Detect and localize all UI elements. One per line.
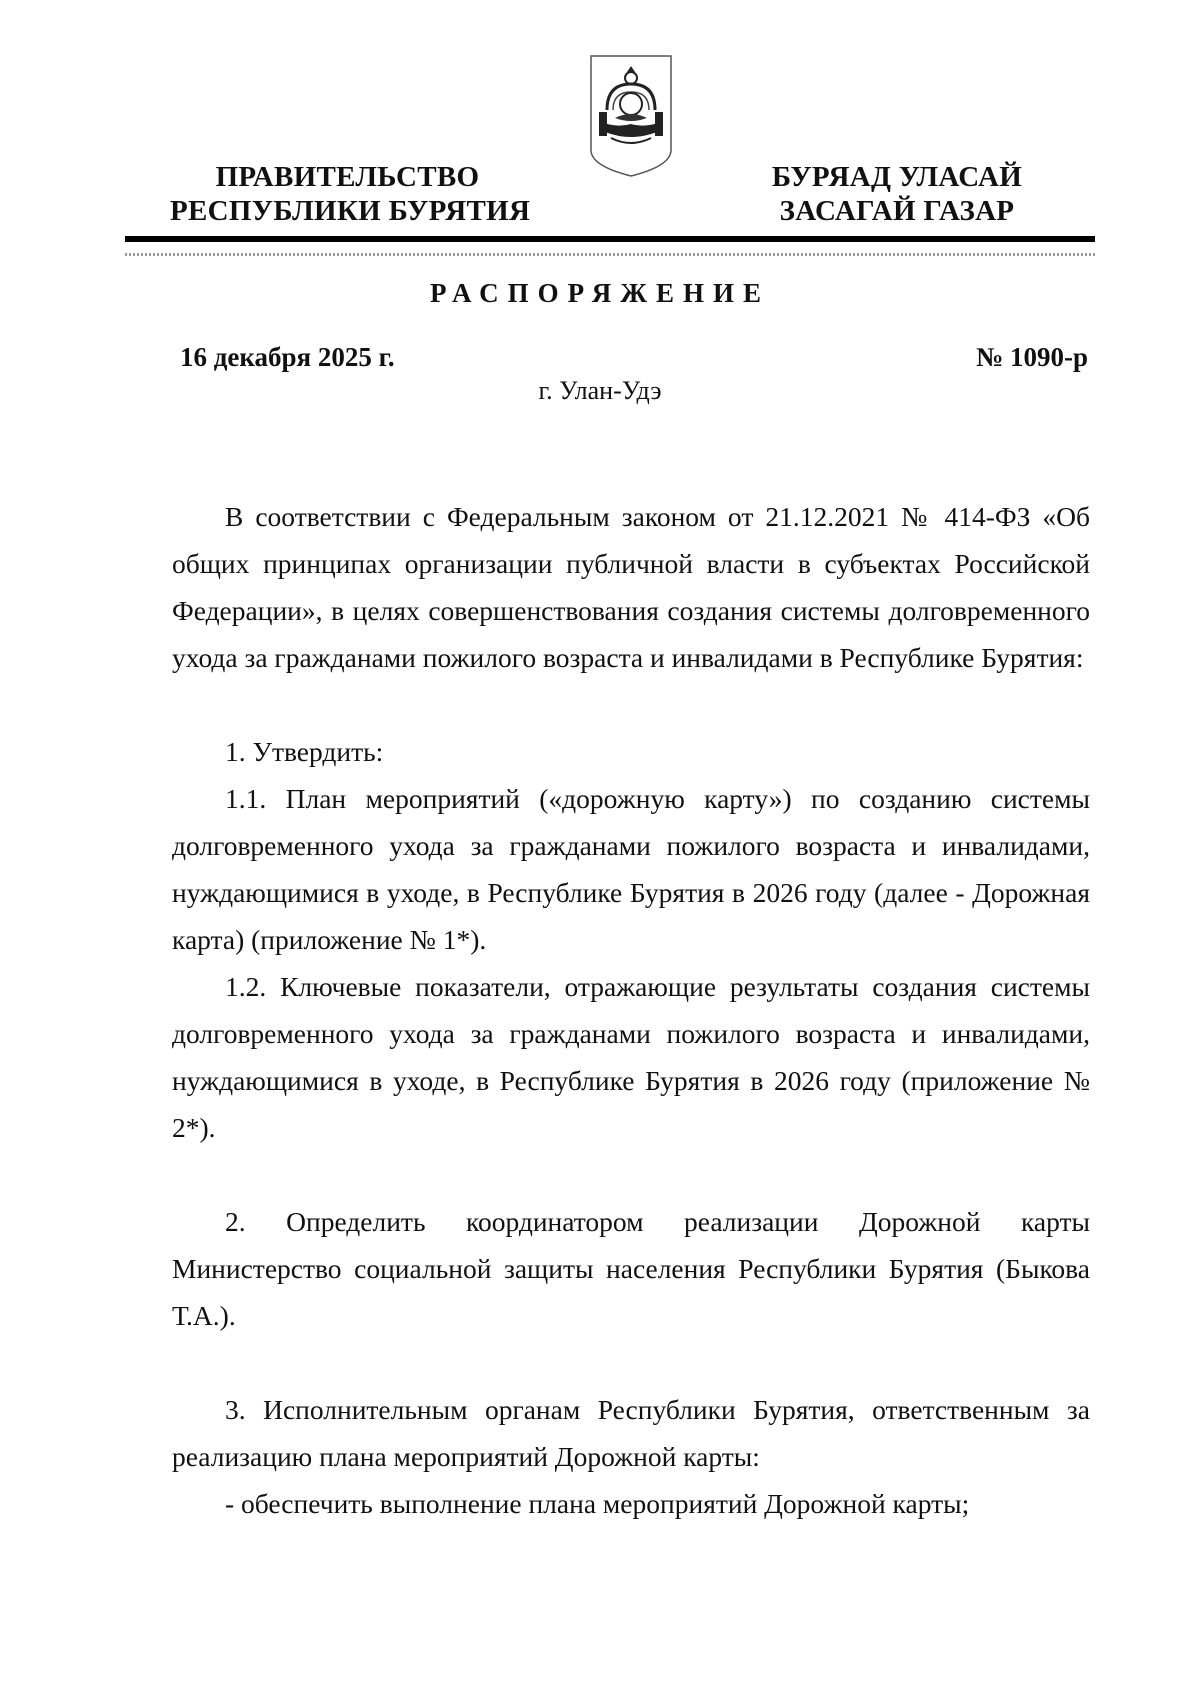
org-line: РЕСПУБЛИКИ БУРЯТИЯ — [170, 195, 531, 227]
document-date: 16 декабря 2025 г. — [180, 342, 395, 372]
org-line: БУРЯАД УЛАСАЙ — [771, 161, 1023, 193]
organization-name-russian — [170, 160, 531, 228]
item-1: 1. Утвердить: — [225, 736, 384, 767]
item-1-1: 1.1. План мероприятий («дорожную карту») по созданию системы долговременного ухода за гражданами пожилого возраста и инвалидами, нуждающимися в уходе, в Республике Бурятия в 2026 году (далее - Дорожная карта) (приложение № 1*). — [172, 783, 1090, 955]
org-line: ЗАСАГАЙ ГАЗАР — [779, 195, 1015, 227]
preamble-paragraph: В соответствии с Федеральным законом от 21.12.2021 № 414-ФЗ «Об общих принципах организации публичной власти в субъектах Российской Федерации», в целях совершенствования создания системы долговременного ухода за гражданами пожилого возраста и инвалидами в Республике Бурятия: — [172, 501, 1090, 673]
coat-of-arms-emblem — [587, 52, 675, 178]
document-number: № 1090-р — [976, 342, 1088, 372]
org-line: ПРАВИТЕЛЬСТВО — [215, 161, 480, 193]
document-body — [172, 493, 1090, 1527]
header-divider-thick — [125, 236, 1095, 242]
organization-name-buryat — [752, 160, 1042, 228]
document-title: РАСПОРЯЖЕНИЕ — [429, 278, 771, 308]
document-city: г. Улан-Удэ — [538, 376, 662, 405]
item-1-2: 1.2. Ключевые показатели, отражающие результаты создания системы долговременного ухода за гражданами пожилого возраста и инвалидами, нуждающимися в уходе, в Республике Бурятия в 2026 году (приложение № 2*). — [172, 971, 1090, 1143]
item-3: 3. Исполнительным органам Республики Бурятия, ответственным за реализацию плана мероприятий Дорожной карты: — [172, 1394, 1090, 1472]
item-3-bullet-1: - обеспечить выполнение плана мероприятий Дорожной карты; — [225, 1488, 970, 1519]
header-divider-thin — [125, 253, 1095, 256]
item-2: 2. Определить координатором реализации Дорожной карты Министерство социальной защиты населения Республики Бурятия (Быкова Т.А.). — [172, 1206, 1090, 1331]
